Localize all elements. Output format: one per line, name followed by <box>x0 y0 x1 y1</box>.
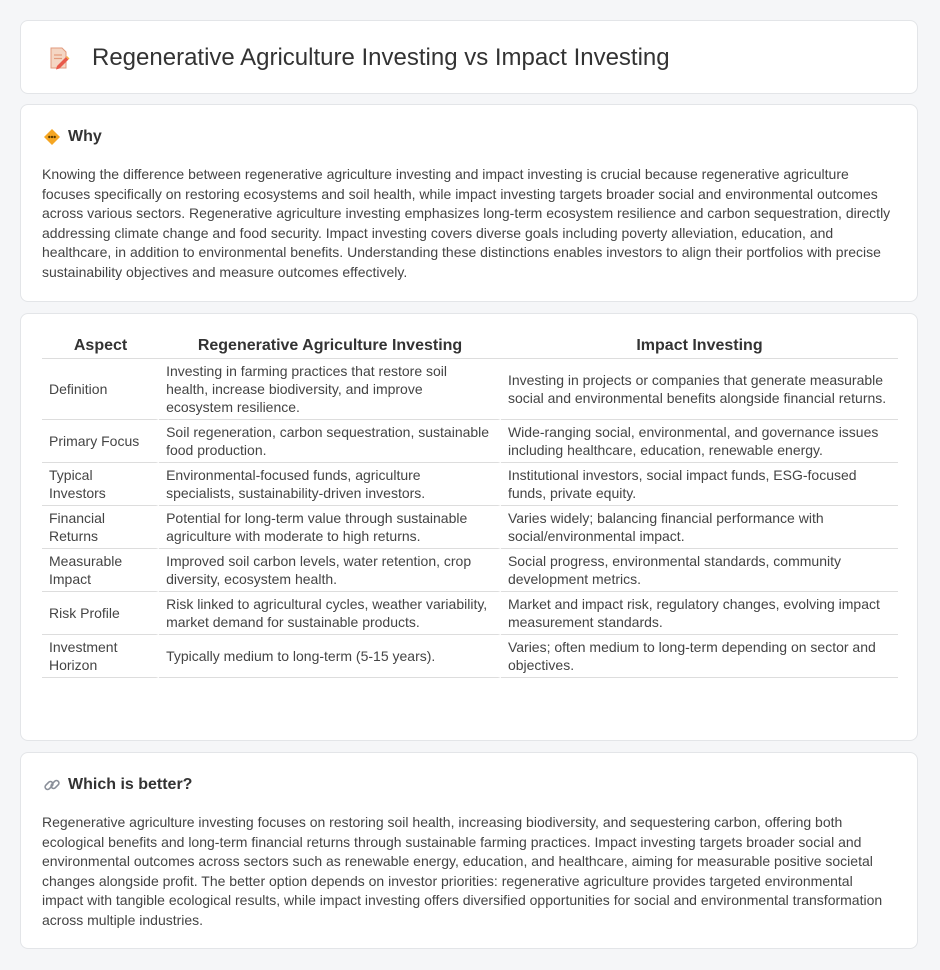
row-impact: Varies; often medium to long-term depending on sector and objectives. <box>501 635 898 678</box>
row-regenerative: Risk linked to agricultural cycles, weather variability, market demand for sustainable products. <box>159 592 501 635</box>
better-section <box>20 752 918 949</box>
row-regenerative: Potential for long-term value through sustainable agriculture with moderate to high returns. <box>159 506 501 549</box>
row-regenerative: Soil regeneration, carbon sequestration, sustainable food production. <box>159 420 501 463</box>
link-icon <box>43 776 61 794</box>
table-row <box>42 420 898 463</box>
comparison-table <box>42 334 898 678</box>
better-text: Regenerative agriculture investing focuses on restoring soil health, increasing biodiversity, and sequestering carbon, offering both ecological benefits and long-term financial returns through sustainable farming practices. Impact investing targets broader social and environmental outcomes across sectors such as renewable energy, education, and healthcare, aiming for measurable positive societal changes alongside profit. The better option depends on investor priorities: regenerative agriculture provides targeted environmental impact with tangible ecological results, while impact investing offers diversified opportunities for social and environmental transformation across multiple industries. <box>42 814 883 928</box>
row-aspect: Primary Focus <box>42 420 159 463</box>
why-heading: Why <box>68 128 102 145</box>
row-aspect: Definition <box>42 359 159 420</box>
document-pencil-icon <box>48 46 70 70</box>
warning-diamond-icon <box>43 128 61 146</box>
row-regenerative: Investing in farming practices that restore soil health, increase biodiversity, and improve ecosystem resilience. <box>159 359 501 420</box>
row-impact: Market and impact risk, regulatory changes, evolving impact measurement standards. <box>501 592 898 635</box>
why-section <box>20 104 918 302</box>
row-regenerative: Improved soil carbon levels, water retention, crop diversity, ecosystem health. <box>159 549 501 592</box>
row-impact: Varies widely; balancing financial performance with social/environmental impact. <box>501 506 898 549</box>
comparison-section <box>20 313 918 741</box>
row-aspect: Typical Investors <box>42 463 159 506</box>
row-aspect: Financial Returns <box>42 506 159 549</box>
row-aspect: Risk Profile <box>42 592 159 635</box>
row-impact: Investing in projects or companies that generate measurable social and environmental benefits alongside financial returns. <box>501 359 898 420</box>
row-impact: Institutional investors, social impact funds, ESG-focused funds, private equity. <box>501 463 898 506</box>
better-heading: Which is better? <box>68 776 193 793</box>
table-row <box>42 463 898 506</box>
row-regenerative: Typically medium to long-term (5-15 years). <box>159 635 501 678</box>
row-aspect: Measurable Impact <box>42 549 159 592</box>
table-row <box>42 635 898 678</box>
why-text: Knowing the difference between regenerative agriculture investing and impact investing is crucial because regenerative agriculture focuses specifically on restoring ecosystems and soil health, while impact investing targets broader social and environmental outcomes across various sectors. Regenerative agriculture investing emphasizes long-term ecosystem resilience and carbon sequestration, directly addressing climate change and food security. Impact investing covers diverse goals including poverty alleviation, education, and healthcare, in addition to environmental benefits. Understanding these distinctions enables investors to align their portfolios with precise sustainability objectives and measure outcomes effectively. <box>42 166 891 280</box>
table-row <box>42 592 898 635</box>
row-aspect: Investment Horizon <box>42 635 159 678</box>
header-aspect: Aspect <box>42 334 159 359</box>
table-row <box>42 549 898 592</box>
header-regenerative: Regenerative Agriculture Investing <box>159 334 501 359</box>
row-regenerative: Environmental-focused funds, agriculture specialists, sustainability-driven investors. <box>159 463 501 506</box>
table-row <box>42 359 898 420</box>
row-impact: Wide-ranging social, environmental, and governance issues including healthcare, education, renewable energy. <box>501 420 898 463</box>
row-impact: Social progress, environmental standards, community development metrics. <box>501 549 898 592</box>
header-card <box>20 20 918 94</box>
table-row <box>42 506 898 549</box>
page-title: Regenerative Agriculture Investing vs Impact Investing <box>92 44 670 71</box>
header-impact: Impact Investing <box>501 334 898 359</box>
